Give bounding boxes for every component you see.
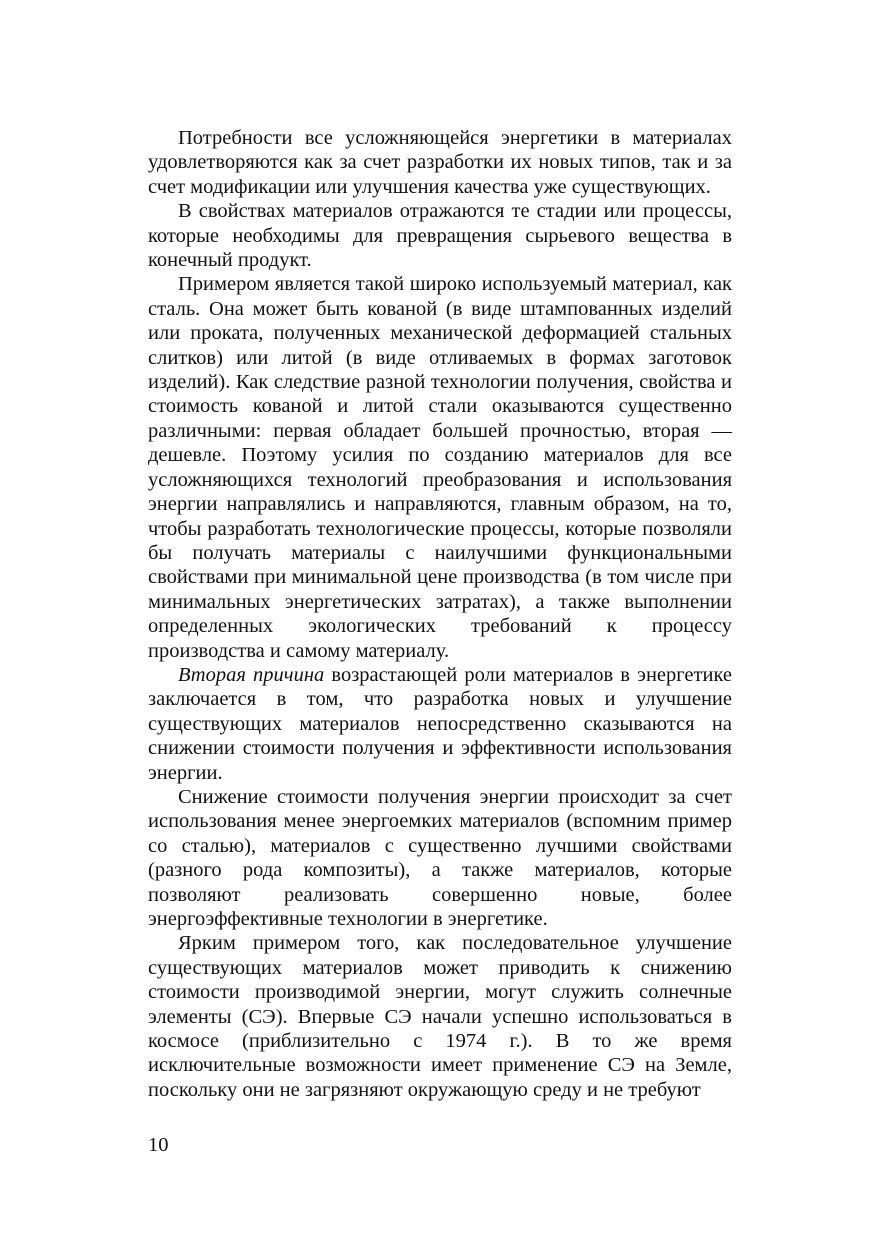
paragraph-material-properties <box>148 199 732 272</box>
page-body <box>148 126 732 1102</box>
paragraph-steel-example <box>148 272 732 663</box>
page-number: 10 <box>148 1134 169 1156</box>
paragraph-second-reason <box>148 663 732 785</box>
paragraph-text: Примером является такой широко используемый материал, как сталь. Она может быть кованой (в виде штампованных изделий или проката, полученных механической деформацией стальных слитков) или литой (в виде отливаемых в формах заготовок изделий). Как следствие разной технологии получения, свойства и стоимость кованой и литой стали оказываются существенно различными: первая обладает большей прочностью, вторая — дешевле. Поэтому усилия по созданию материалов для все усложняющихся технологий преобразования и использования энергии направлялись и направляются, главным образом, на то, чтобы разработать технологические процессы, которые позволяли бы получать материалы с наилучшими функциональными свойствами при минимальной цене производства (в том числе при минимальных энергетических затратах), а также выполнении определенных экологических требований к процессу производства и самому материалу. <box>148 273 732 662</box>
paragraph-text: Ярким примером того, как последовательное улучшение существующих материалов может приводить к снижению стоимости производимой энергии, могут служить солнечные элементы (СЭ). Впервые СЭ начали успешно использоваться в космосе (приблизительно с 1974 г.). В то же время исключительные возможности имеет применение СЭ на Земле, поскольку они не загрязняют окружающую среду и не требуют <box>148 932 732 1101</box>
paragraph-solar-cells <box>148 931 732 1102</box>
paragraph-material-needs <box>148 126 732 199</box>
paragraph-text: В свойствах материалов отражаются те стадии или процессы, которые необходимы для превращения сырьевого вещества в конечный продукт. <box>148 200 732 272</box>
paragraph-text: Потребности все усложняющейся энергетики в материалах удовлетворяются как за счет разработки их новых типов, так и за счет модификации или улучшения качества уже существующих. <box>148 127 732 198</box>
paragraph-text: возрастающей роли материалов в энергетике заключается в том, что разработка новых и улучшение существующих материалов непосредственно сказываются на снижении стоимости получения и эффективности использования энергии. <box>148 663 732 784</box>
emphasis-second-reason: Вторая причина <box>178 663 325 686</box>
paragraph-text: Снижение стоимости получения энергии происходит за счет использования менее энергоемких материалов (вспомним пример со сталью), материалов с существенно лучшими свойствами (разного рода композиты), а также материалов, которые позволяют реализовать совершенно новые, более энергоэффективные технологии в энергетике. <box>148 785 732 930</box>
paragraph-cost-reduction <box>148 785 732 931</box>
